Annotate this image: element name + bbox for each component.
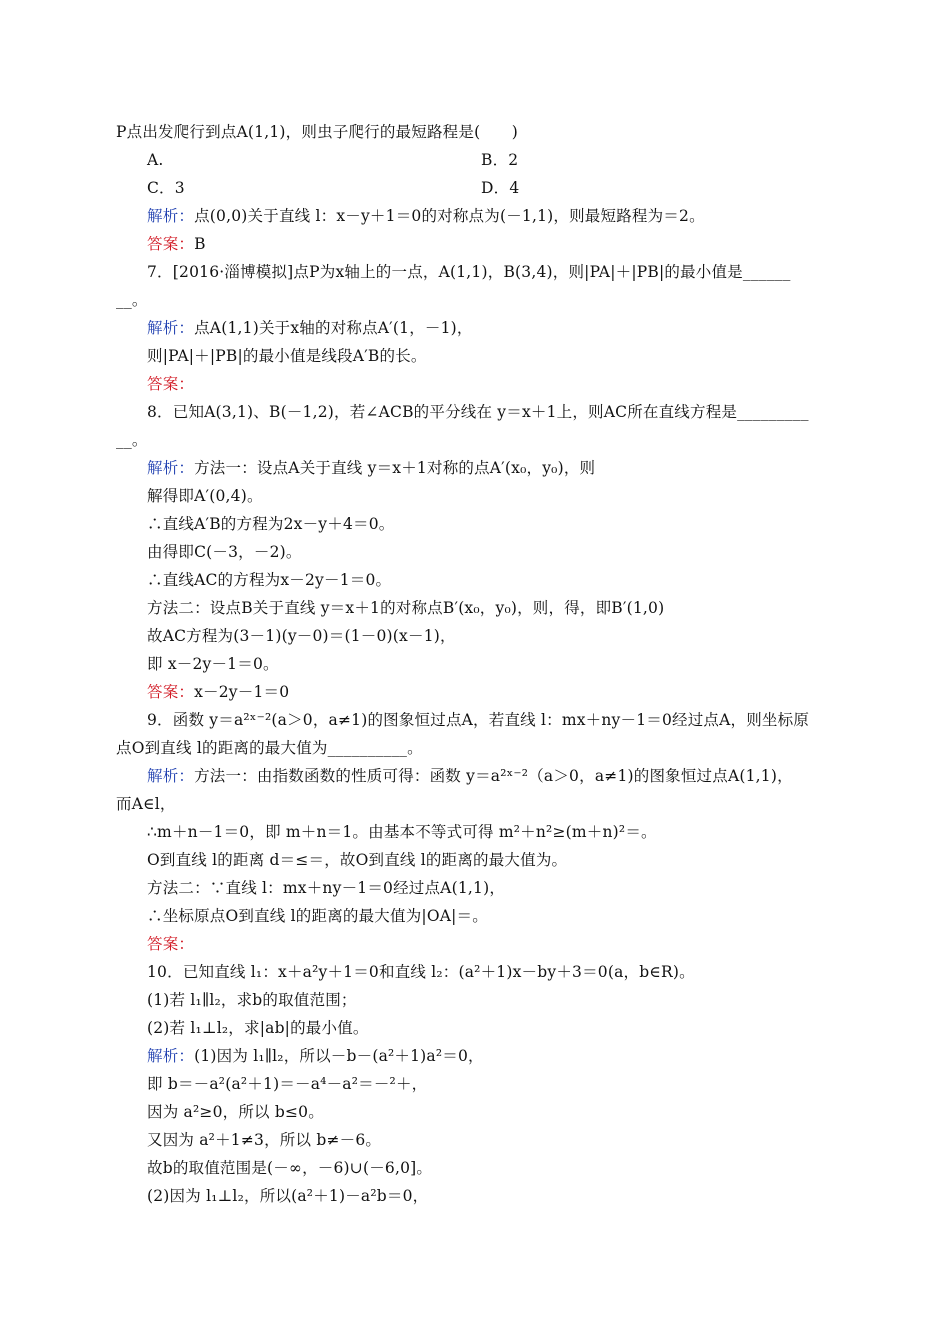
question-9-stem-line-2: 点O到直线 l的距离的最大值为__________。: [116, 739, 423, 757]
question-10-part-1: (1)若 l₁∥l₂，求b的取值范围；: [147, 991, 357, 1009]
option-b: B．2: [481, 151, 519, 169]
answer-6: 答案：B: [147, 235, 206, 253]
question-8-stem: 8．已知A(3,1)、B(－1,2)，若∠ACB的平分线在 y＝x＋1上，则AC所在直线方程是_________: [147, 403, 809, 421]
question-6-stem-continuation: P点出发爬行到点A(1,1)，则虫子爬行的最短路程是( ): [116, 123, 518, 141]
solution-10-line-6: (2)因为 l₁⊥l₂，所以(a²＋1)－a²b＝0，: [147, 1187, 429, 1205]
solution-8-line-2: 解得即A′(0,4)。: [147, 487, 263, 505]
option-d: D．4: [481, 179, 520, 197]
solution-8-line-8: 即 x－2y－1＝0。: [147, 655, 279, 673]
solution-10-line-5: 故b的取值范围是(－∞，－6)∪(－6,0]。: [147, 1159, 433, 1177]
solution-7-line-2: 则|PA|＋|PB|的最小值是线段A′B的长。: [147, 347, 427, 365]
answer-label: 答案：: [147, 375, 195, 393]
solution-10-line-4: 又因为 a²＋1≠3，所以 b≠－6。: [147, 1131, 382, 1149]
question-9-stem: 9．函数 y＝a²ˣ⁻²(a＞0，a≠1)的图象恒过点A，若直线 l：mx＋ny－1＝0经过点A，则坐标原: [147, 711, 810, 729]
solution-8-line-3: ∴直线A′B的方程为2x－y＋4＝0。: [147, 515, 395, 533]
question-10-stem: 10．已知直线 l₁：x＋a²y＋1＝0和直线 l₂：(a²＋1)x－by＋3＝0(a，b∈R)。: [147, 963, 695, 981]
solution-9-line-4: O到直线 l的距离 d＝≤＝，故O到直线 l的距离的最大值为。: [147, 851, 568, 869]
question-7-stem: 7．[2016·淄博模拟]点P为x轴上的一点，A(1,1)，B(3,4)，则|PA|＋|PB|的最小值是______: [147, 263, 791, 281]
answer-9: [147, 930, 194, 958]
option-a: A.: [147, 151, 164, 169]
solution-6: 解析：点(0,0)关于直线 l：x－y＋1＝0的对称点为(－1,1)，则最短路程为＝2。: [147, 207, 705, 225]
solution-label: 解析：: [147, 207, 195, 225]
option-c: C．3: [147, 179, 185, 197]
question-8-blank-end: __。: [116, 431, 148, 449]
question-7-blank-end: __。: [116, 291, 148, 309]
solution-label: 解析：: [147, 319, 195, 337]
solution-8-line-7: 故AC方程为(3－1)(y－0)＝(1－0)(x－1)，: [147, 627, 456, 645]
solution-8-line-5: ∴直线AC的方程为x－2y－1＝0。: [147, 571, 392, 589]
answer-label: 答案：: [147, 683, 195, 701]
solution-8: 解析：方法一：设点A关于直线 y＝x＋1对称的点A′(x₀，y₀)，则: [147, 459, 596, 477]
answer-label: 答案：: [147, 935, 195, 953]
solution-9: 解析：方法一：由指数函数的性质可得：函数 y＝a²ˣ⁻²（a＞0，a≠1)的图象恒过点A(1,1)，: [147, 767, 793, 785]
answer-label: 答案：: [147, 235, 195, 253]
solution-9-method-2: 方法二：∵直线 l：mx＋ny－1＝0经过点A(1,1)，: [147, 879, 506, 897]
solution-10: 解析：(1)因为 l₁∥l₂，所以－b－(a²＋1)a²＝0，: [147, 1047, 484, 1065]
solution-9-line-3: ∴m＋n－1＝0，即 m＋n＝1。由基本不等式可得 m²＋n²≥(m＋n)²＝。: [147, 823, 657, 841]
solution-10-line-2: 即 b＝－a²(a²＋1)＝－a⁴－a²＝－²＋，: [147, 1075, 428, 1093]
question-10-part-2: (2)若 l₁⊥l₂，求|ab|的最小值。: [147, 1019, 369, 1037]
solution-9-line-2: 而A∈l，: [116, 795, 176, 813]
solution-label: 解析：: [147, 459, 195, 477]
answer-8: 答案：x－2y－1＝0: [147, 683, 290, 701]
solution-8-method-2: 方法二：设点B关于直线 y＝x＋1的对称点B′(x₀，y₀)，则，得，即B′(1,0): [147, 599, 665, 617]
solution-10-line-3: 因为 a²≥0，所以 b≤0。: [147, 1103, 324, 1121]
solution-8-line-4: 由得即C(－3，－2)。: [147, 543, 302, 561]
solution-label: 解析：: [147, 767, 195, 785]
solution-label: 解析：: [147, 1047, 195, 1065]
solution-9-line-6: ∴坐标原点O到直线 l的距离的最大值为|OA|＝。: [147, 907, 488, 925]
solution-7: 解析：点A(1,1)关于x轴的对称点A′(1，－1)，: [147, 319, 473, 337]
answer-7: [147, 370, 194, 398]
